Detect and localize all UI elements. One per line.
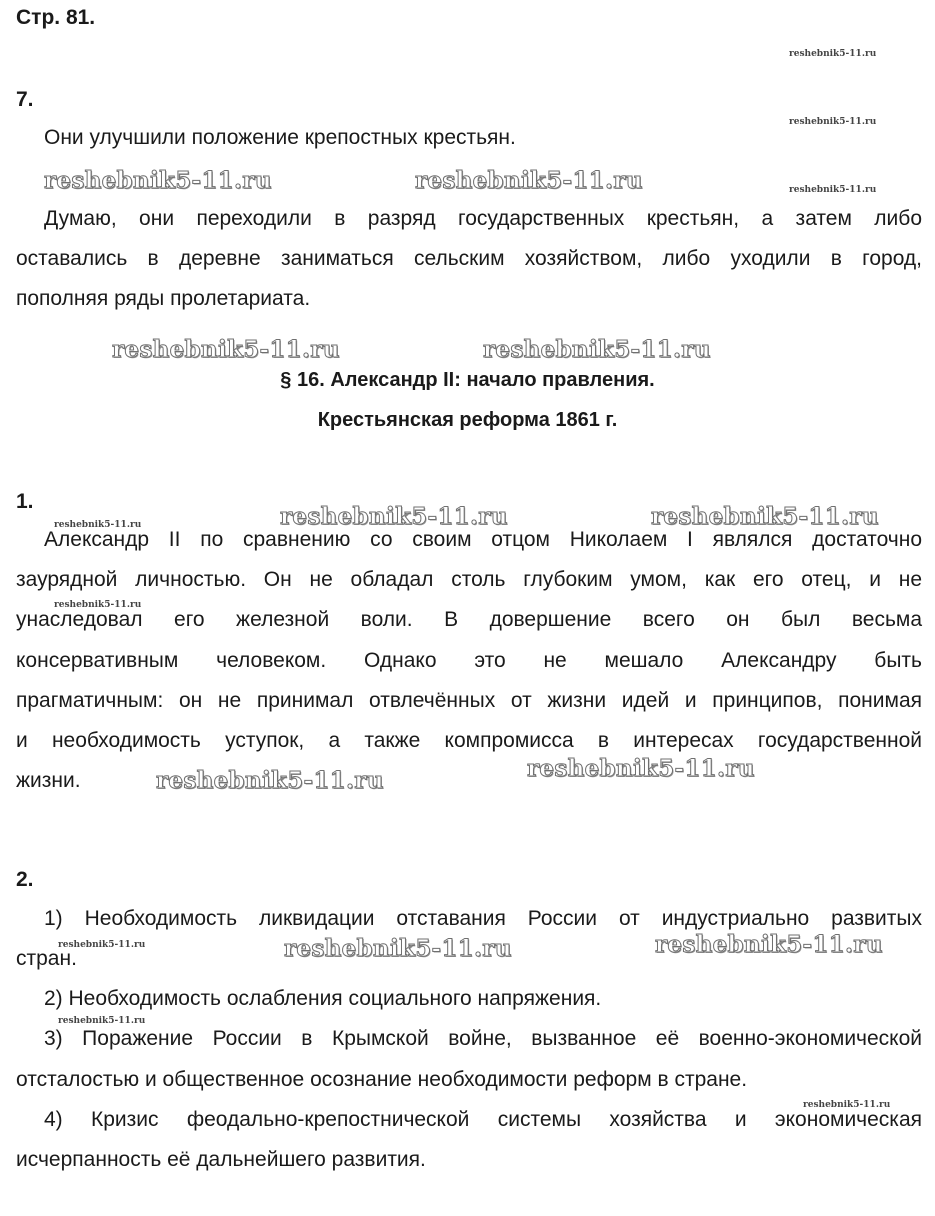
section-title-line-1: § 16. Александр II: начало правления. [280,369,655,391]
question-2-line: 3) Поражение России в Крымской войне, вызванное её военно-экономической [44,1027,922,1050]
question-2-line: 2) Необходимость ослабления социального напряжения. [44,987,602,1010]
watermark-small: reshebnik5-11.ru [54,520,142,530]
question-1-line: жизни. [16,769,81,792]
question-7-number: 7. [16,88,34,111]
question-1-line: унаследовал его железной воли. В довершение всего он был весьма [16,608,922,631]
question-1-line: консервативным человеком. Однако это не мешало Александру быть [16,649,922,672]
question-1-number: 1. [16,490,34,513]
question-2-line: отсталостью и общественное осознание необходимости реформ в стране. [16,1068,748,1091]
watermark-large: reshebnik5-11.ru [527,755,755,782]
watermark-large: reshebnik5-11.ru [655,931,883,958]
watermark-large: reshebnik5-11.ru [651,503,879,530]
watermark-small: reshebnik5-11.ru [58,1016,146,1026]
question-2-number: 2. [16,868,34,891]
question-1-line: и необходимость уступок, а также компромисса в интересах государственной [16,729,922,752]
watermark-small: reshebnik5-11.ru [803,1100,891,1110]
watermark-large: reshebnik5-11.ru [415,167,643,194]
watermark-large: reshebnik5-11.ru [280,503,508,530]
page-reference: Стр. 81. [16,6,96,29]
question-7-answer-2-line: пополняя ряды пролетариата. [16,287,311,310]
section-title-line-2: Крестьянская реформа 1861 г. [317,409,618,431]
question-2-line: исчерпанность её дальнейшего развития. [16,1148,426,1171]
watermark-large: reshebnik5-11.ru [284,935,512,962]
question-7-answer-2-line: оставались в деревне заниматься сельским хозяйством, либо уходили в город, [16,247,922,270]
question-2-line: 1) Необходимость ликвидации отставания России от индустриально развитых [44,907,922,930]
watermark-small: reshebnik5-11.ru [789,117,877,127]
question-7-answer-2-line: Думаю, они переходили в разряд государственных крестьян, а затем либо [44,207,922,230]
watermark-small: reshebnik5-11.ru [789,49,877,59]
question-1-line: прагматичным: он не принимал отвлечённых от жизни идей и принципов, понимая [16,689,922,712]
watermark-small: reshebnik5-11.ru [54,600,142,610]
question-1-line: заурядной личностью. Он не обладал столь глубоким умом, как его отец, и не [16,568,922,591]
watermark-large: reshebnik5-11.ru [112,336,340,363]
question-2-line: 4) Кризис феодально-крепостнической системы хозяйства и экономическая [44,1108,922,1131]
watermark-small: reshebnik5-11.ru [58,940,146,950]
watermark-small: reshebnik5-11.ru [789,185,877,195]
question-1-line: Александр II по сравнению со своим отцом Николаем I являлся достаточно [44,528,922,551]
watermark-large: reshebnik5-11.ru [44,167,272,194]
watermark-large: reshebnik5-11.ru [483,336,711,363]
question-2-line: стран. [16,947,77,970]
question-7-answer-1: Они улучшили положение крепостных крестьян. [44,126,516,149]
watermark-large: reshebnik5-11.ru [156,767,384,794]
